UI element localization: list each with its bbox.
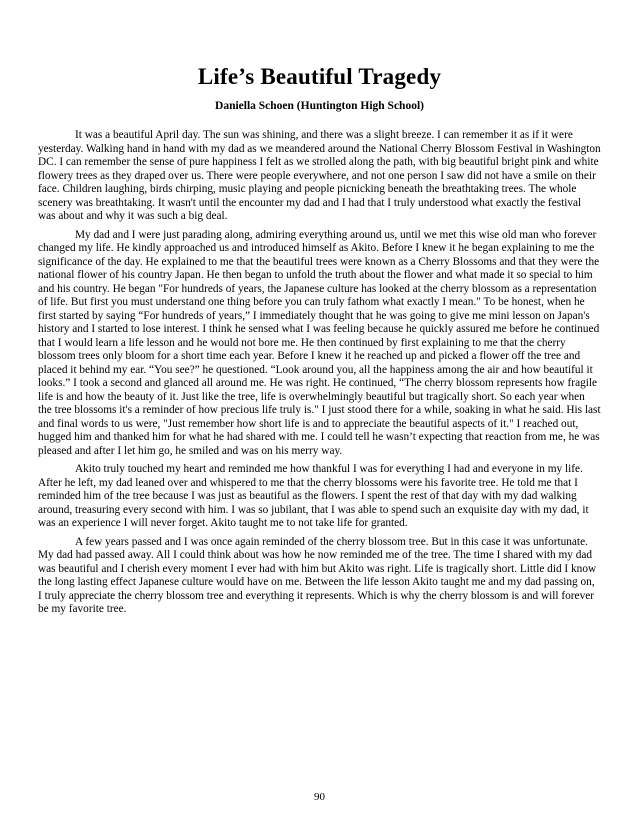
essay-byline: Daniella Schoen (Huntington High School): [215, 100, 424, 112]
essay-paragraph: It was a beautiful April day. The sun was shining, and there was a slight breeze. I can remember it as if it were yesterday. Walking hand in hand with my dad as we meandered around the National Cherry Blossom Festival in Washington DC. I can remember the sense of pure happiness I felt as we strolled along the path, with big beautiful bright pink and white flowery trees as they draped over us. There were people everywhere, and not one person I saw did not have a smile on their face. Children laughing, birds chirping, music playing and people picnicking beneath the breathtaking trees. The whole scenery was breathtaking. It wasn't until the encounter my dad and I had that I truly understood what exactly the festival was about and why it was such a big deal.: [38, 129, 601, 222]
essay-paragraph: Akito truly touched my heart and reminded me how thankful I was for everything I had and everyone in my life. After he left, my dad leaned over and whispered to me that the cherry blossoms were his favorite tree. He told me that I reminded him of the tree because I was just as beautiful as the flowers. I spent the rest of that day with my dad walking around, treasuring every second with him. I was so jubilant, that I was able to spend such an exquisite day with my dad, it was an experience I will never forget. Akito taught me to not take life for granted.: [38, 463, 589, 529]
essay-title: Life’s Beautiful Tragedy: [197, 64, 442, 89]
essay-paragraph: A few years passed and I was once again reminded of the cherry blossom tree. But in this case it was unfortunate. My dad had passed away. All I could think about was how he now reminded me of the tree. The time I shared with my dad was beautiful and I cherish every moment I ever had with him but Akito was right. Life is tragically short. Little did I know the long lasting effect Japanese culture would have on me. Between the life lesson Akito taught me and my dad passing on, I truly appreciate the cherry blossom tree and everything it represents. Which is why the cherry blossom is and will forever be my favorite tree.: [38, 535, 597, 615]
essay-body: [38, 129, 601, 617]
page-number: 90: [314, 791, 325, 803]
essay-paragraph: My dad and I were just parading along, admiring everything around us, until we met this wise old man who forever changed my life. He kindly approached us and introduced himself as Akito. Before I knew it he began explaining to me the significance of the day. He explained to me that the beautiful trees were known as a Cherry Blossoms and that they were the national flower of his country Japan. He then began to unfold the truth about the flower and what made it so special to him and his country. He began "For hundreds of years, the Japanese culture has looked at the cherry blossom as a representation of life. But first you must understand one thing before you can truly fathom what exactly I mean." To be honest, when he first started by saying “For hundreds of years,” I immediately thought that he was going to give me mini lesson on Japan's history and I started to lose interest. I think he sensed what I was feeling because he quickly assured me before he continued that I would learn a life lesson and he would not bore me. He then continued by first explaining to me that the cherry blossom trees only bloom for a short time each year. Before I knew it he reached up and picked a flower off the tree and placed it behind my ear. “You see?” he questioned. “Look around you, all the happiness among the air and how beautiful it looks.” I took a second and glanced all around me. He was right. He continued, “The cherry blossom represents how fragile life is and how the beauty of it. Just like the tree, life is overwhelmingly beautiful but tragically short. So each year when the tree blossoms it's a reminder of how precious life truly is." I just stood there for a while, soaking in what he said. His last and final words to us were, "Just remember how short life is and to appreciate the beautiful aspects of it." I reached out, hugged him and thanked him for what he had shared with me. I could tell he wasn’t expecting that reaction from me, he was pleased and after I let him go, he smiled and was on his merry way.: [38, 228, 601, 457]
